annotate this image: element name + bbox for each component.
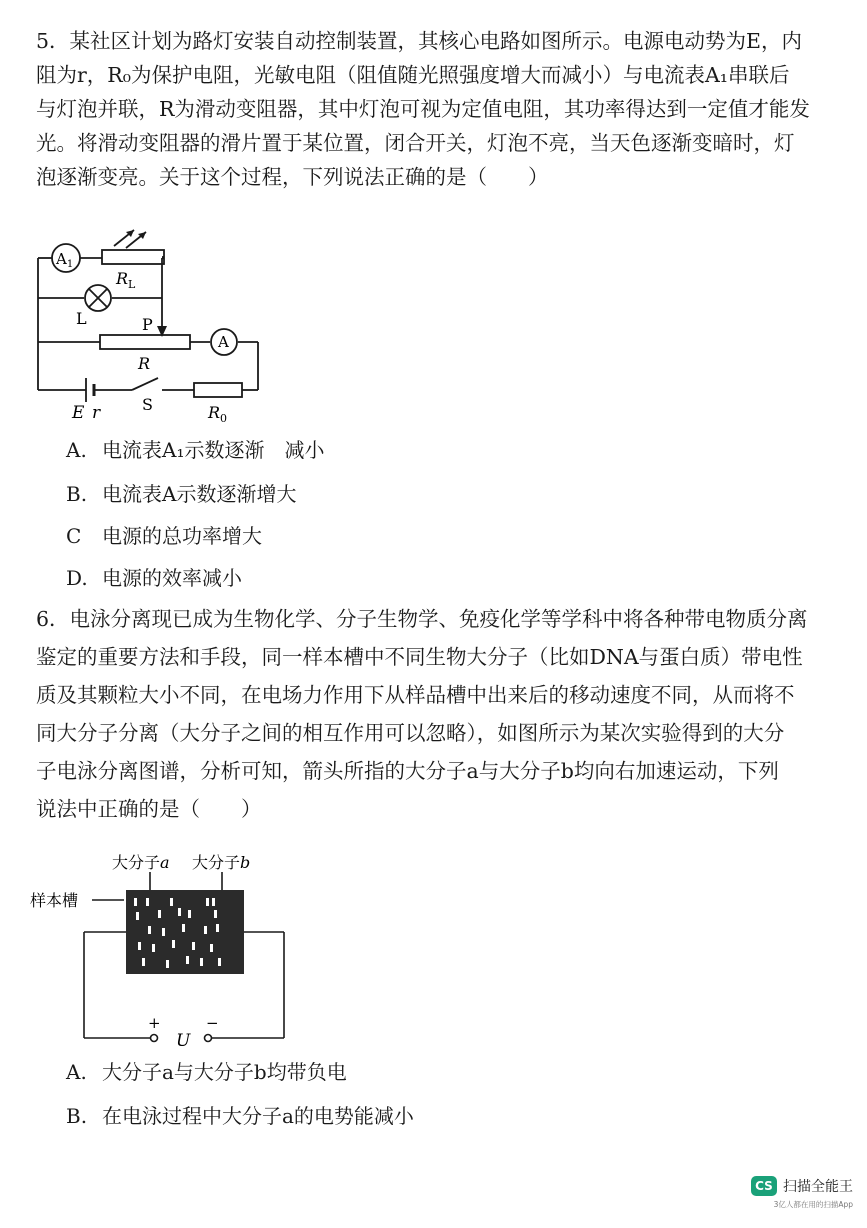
watermark-tagline: 3亿人都在用的扫描App bbox=[773, 1200, 853, 1209]
label-molecule-b: 大分子b bbox=[192, 853, 251, 872]
q6-stem-line: 6．电泳分离现已成为生物化学、分子生物学、免疫化学等学科中将各种带电物质分离 bbox=[36, 607, 808, 631]
scanner-watermark bbox=[751, 1176, 853, 1210]
q5-stem-line: 泡逐渐变亮。关于这个过程，下列说法正确的是（ ） bbox=[36, 165, 549, 189]
q5-option-a[interactable]: A. 电流表A₁示数逐渐 减小 bbox=[66, 438, 325, 462]
positive-terminal: + bbox=[148, 1014, 161, 1032]
emf-label: E bbox=[72, 403, 85, 423]
voltage-label: U bbox=[176, 1031, 191, 1048]
q6-option-a[interactable]: A. 大分子a与大分子b均带负电 bbox=[66, 1060, 347, 1084]
q5-stem-line: 与灯泡并联，R为滑动变阻器，其中灯泡可视为定值电阻，其功率得达到一定值才能发 bbox=[36, 97, 810, 121]
q6-stem-line: 鉴定的重要方法和手段，同一样本槽中不同生物大分子（比如DNA与蛋白质）带电性 bbox=[36, 645, 803, 669]
internal-resistance-label: r bbox=[92, 403, 101, 423]
q5-stem-line: 5．某社区计划为路灯安装自动控制装置，其核心电路如图所示。电源电动势为E，内 bbox=[36, 29, 803, 53]
resistor-rl-label: $R_L$ bbox=[116, 269, 136, 291]
negative-terminal: − bbox=[206, 1014, 219, 1032]
label-molecule-a: 大分子a bbox=[112, 853, 170, 872]
q5-circuit-diagram bbox=[28, 226, 278, 426]
q6-option-b[interactable]: B. 在电泳过程中大分子a的电势能减小 bbox=[66, 1104, 414, 1128]
q5-option-d[interactable]: D. 电源的效率减小 bbox=[66, 566, 242, 590]
q5-option-c[interactable]: C 电源的总功率增大 bbox=[66, 524, 262, 548]
switch-label: S bbox=[142, 395, 153, 414]
q6-stem-line: 子电泳分离图谱，分析可知，箭头所指的大分子a与大分子b均向右加速运动，下列 bbox=[36, 759, 779, 783]
q5-stem-line: 光。将滑动变阻器的滑片置于某位置，闭合开关，灯泡不亮，当天色逐渐变暗时，灯 bbox=[36, 131, 795, 155]
slider-p-label: P bbox=[142, 315, 153, 334]
q6-electrophoresis-diagram bbox=[28, 848, 308, 1048]
q5-stem bbox=[36, 24, 846, 194]
watermark-app-name: 扫描全能王 bbox=[783, 1179, 853, 1195]
rheostat-label: R bbox=[138, 354, 151, 373]
sample-slot-label: 样本槽 bbox=[30, 891, 79, 910]
resistor-r0-label: $R_0$ bbox=[208, 403, 228, 425]
camscanner-logo-icon: CS bbox=[751, 1176, 777, 1196]
lamp-label: L bbox=[76, 309, 87, 328]
q5-stem-line: 阻为r，R₀为保护电阻，光敏电阻（阻值随光照强度增大而减小）与电流表A₁串联后 bbox=[36, 63, 790, 87]
q6-stem-line: 质及其颗粒大小不同，在电场力作用下从样品槽中出来后的移动速度不同，从而将不 bbox=[36, 683, 795, 707]
q5-option-b[interactable]: B. 电流表A示数逐渐增大 bbox=[66, 482, 297, 506]
ammeter-a1-label: $A_1$ bbox=[56, 250, 74, 270]
ammeter-a-label: A bbox=[218, 333, 229, 351]
q6-stem-line: 同大分子分离（大分子之间的相互作用可以忽略），如图所示为某次实验得到的大分 bbox=[36, 721, 785, 745]
q6-stem bbox=[36, 600, 846, 828]
q6-stem-line: 说法中正确的是（ ） bbox=[36, 797, 262, 821]
